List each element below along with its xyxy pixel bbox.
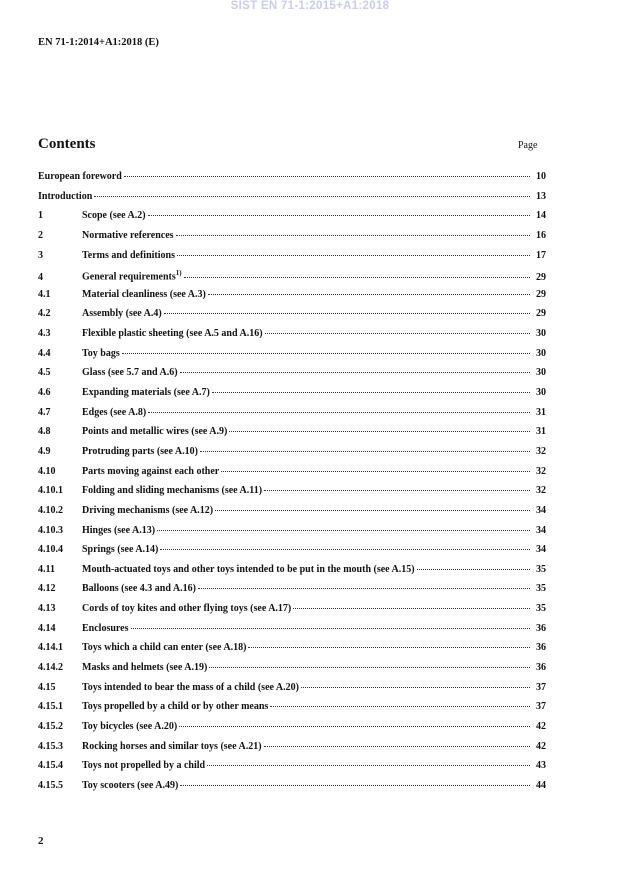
- toc-entry-number: 4.3: [38, 328, 51, 340]
- toc-entry[interactable]: [38, 328, 546, 348]
- toc-entry-title: [82, 426, 227, 437]
- toc-entry-title: [38, 171, 122, 182]
- dot-leader: [157, 530, 530, 531]
- toc-entry-title: [82, 505, 213, 516]
- toc-entry-page: 29: [536, 308, 546, 320]
- toc-entry-title-text: Toys propelled by a child or by other means: [82, 701, 269, 713]
- toc-entry-title: [82, 485, 262, 496]
- toc-entry-page: 42: [536, 720, 546, 732]
- toc-entry-number: 4.5: [38, 367, 51, 379]
- toc-entry-number: 4.1: [38, 288, 51, 300]
- toc-entry-number: 4.15.1: [38, 701, 63, 713]
- toc-entry-page: 30: [536, 328, 546, 340]
- toc-entry-title: [82, 583, 196, 594]
- toc-entry-page: 30: [536, 367, 546, 379]
- toc-entry-title-text: Toy bags: [82, 347, 120, 359]
- toc-entry[interactable]: [38, 544, 546, 564]
- toc-entry-number: 1: [38, 210, 43, 222]
- toc-entry-page: 32: [536, 445, 546, 457]
- toc-entry-title: [82, 721, 177, 732]
- toc-entry-title: [38, 191, 92, 202]
- toc-entry-page: 30: [536, 387, 546, 399]
- dot-leader: [180, 372, 530, 373]
- footer-page-number: 2: [38, 835, 44, 847]
- toc-entry-title-text: Driving mechanisms (see A.12): [82, 504, 214, 516]
- toc-entry-title-text: Normative references: [82, 229, 174, 241]
- toc-entry-title-text: Masks and helmets (see A.19): [82, 662, 208, 674]
- toc-entry-title-text: Mouth-actuated toys and other toys intended to be put in the mouth (see A.15): [82, 563, 415, 575]
- dot-leader: [164, 313, 530, 314]
- toc-entry-number: 4.15.4: [38, 760, 63, 772]
- toc-entry-title: [82, 780, 178, 791]
- toc-entry-title-text: Rocking horses and similar toys (see A.21): [82, 740, 262, 752]
- toc-entry-number: 4.13: [38, 603, 56, 615]
- toc-entry-page: 32: [536, 485, 546, 497]
- dot-leader: [301, 687, 530, 688]
- toc-entry[interactable]: [38, 485, 546, 505]
- footnote-marker: 1): [175, 269, 182, 278]
- toc-entry-title-text: Toy scooters (see A.49): [82, 779, 179, 791]
- dot-leader: [124, 176, 530, 177]
- toc-entry-title: [82, 446, 198, 457]
- dot-leader: [160, 549, 530, 550]
- toc-entry-title-text: Toys which a child can enter (see A.18): [82, 642, 247, 654]
- toc-entry[interactable]: [38, 407, 546, 427]
- toc-entry[interactable]: [38, 741, 546, 761]
- dot-leader: [94, 196, 530, 197]
- toc-entry-title-text: Parts moving against each other: [82, 465, 220, 477]
- toc-entry-title-text: Material cleanliness (see A.3): [82, 288, 206, 300]
- dot-leader: [179, 726, 530, 727]
- dot-leader: [148, 412, 530, 413]
- dot-leader: [264, 746, 530, 747]
- dot-leader: [212, 392, 530, 393]
- toc-entry-title: [82, 289, 206, 300]
- toc-entry-number: 4.10.4: [38, 544, 63, 556]
- toc-entry-page: 31: [536, 426, 546, 438]
- toc-entry[interactable]: [38, 662, 546, 682]
- toc-entry[interactable]: [38, 387, 546, 407]
- toc-entry-number: 4.11: [38, 563, 55, 575]
- toc-entry-page: 37: [536, 701, 546, 713]
- toc-entry-title: [82, 662, 207, 673]
- page-column-label: Page: [518, 140, 538, 151]
- toc-entry-number: 4.9: [38, 445, 51, 457]
- toc-entry-title-text: Expanding materials (see A.7): [82, 387, 210, 399]
- toc-entry-page: 34: [536, 544, 546, 556]
- toc-entry-page: 30: [536, 347, 546, 359]
- toc-entry[interactable]: [38, 603, 546, 623]
- toc-entry[interactable]: [38, 289, 546, 309]
- toc-entry-page: 34: [536, 524, 546, 536]
- toc-entry-number: 4.12: [38, 583, 56, 595]
- toc-entry-number: 4.6: [38, 387, 51, 399]
- toc-entry[interactable]: [38, 348, 546, 368]
- toc-entry-number: 4.10.3: [38, 524, 63, 536]
- toc-entry[interactable]: [38, 426, 546, 446]
- toc-entry-page: 37: [536, 681, 546, 693]
- toc-entry[interactable]: [38, 505, 546, 525]
- toc-entry-title-text: Assembly (see A.4): [82, 308, 162, 320]
- toc-entry[interactable]: [38, 210, 546, 230]
- toc-entry-title: [82, 387, 210, 398]
- toc-entry-number: 4.4: [38, 347, 51, 359]
- toc-entry-page: 31: [536, 406, 546, 418]
- toc-entry-title-text: European foreword: [38, 171, 122, 182]
- toc-entry-number: 4: [38, 271, 43, 283]
- toc-entry-page: 32: [536, 465, 546, 477]
- toc-entry-title: [82, 210, 146, 221]
- toc-entry-title: [82, 367, 178, 378]
- toc-entry-title: [82, 682, 299, 693]
- toc-entry-title: [82, 623, 129, 634]
- toc-entry-title: [82, 269, 182, 282]
- toc-entry-page: 44: [536, 779, 546, 791]
- toc-entry[interactable]: [38, 230, 546, 250]
- toc-entry-title-text: Toy bicycles (see A.20): [82, 720, 178, 732]
- dot-leader: [221, 471, 530, 472]
- toc-entry-title: [82, 250, 175, 261]
- toc-entry-page: 35: [536, 583, 546, 595]
- toc-entry-number: 4.15: [38, 681, 56, 693]
- toc-entry-page: 36: [536, 622, 546, 634]
- toc-entry-title-text: Enclosures: [82, 622, 129, 634]
- toc-entry-number: 4.15.2: [38, 720, 63, 732]
- toc-entry-title-text: Flexible plastic sheeting (see A.5 and A.16): [82, 328, 263, 340]
- document-id: EN 71-1:2014+A1:2018 (E): [38, 37, 159, 48]
- toc-entry-title-text: General requirements: [82, 271, 176, 283]
- toc-entry-number: 4.14.1: [38, 642, 63, 654]
- watermark: SIST EN 71-1:2015+A1:2018: [230, 0, 390, 12]
- toc-entry-page: 17: [536, 249, 546, 261]
- dot-leader: [229, 431, 530, 432]
- toc-entry-title-text: Hinges (see A.13): [82, 524, 156, 536]
- toc-entry[interactable]: [38, 250, 546, 270]
- dot-leader: [122, 353, 530, 354]
- toc-entry-page: 10: [536, 171, 546, 182]
- toc-entry-number: 3: [38, 249, 43, 261]
- toc-entry-number: 4.15.3: [38, 740, 63, 752]
- toc-entry[interactable]: [38, 682, 546, 702]
- toc-entry[interactable]: [38, 191, 546, 211]
- toc-entry-title: [82, 741, 262, 752]
- toc-entry-number: 4.2: [38, 308, 51, 320]
- toc-entry[interactable]: [38, 780, 546, 800]
- toc-entry-page: 14: [536, 210, 546, 222]
- toc-entry-page: 35: [536, 603, 546, 615]
- toc-entry-number: 2: [38, 229, 43, 241]
- dot-leader: [248, 647, 530, 648]
- toc-entry-number: 4.10: [38, 465, 56, 477]
- dot-leader: [177, 255, 530, 256]
- toc-entry-page: 36: [536, 642, 546, 654]
- toc-entry-title-text: Springs (see A.14): [82, 544, 159, 556]
- dot-leader: [209, 667, 530, 668]
- dot-leader: [264, 490, 530, 491]
- toc-entry-title: [82, 407, 146, 418]
- toc-entry-title-text: Terms and definitions: [82, 249, 175, 261]
- dot-leader: [200, 451, 530, 452]
- toc-entry-page: 16: [536, 229, 546, 241]
- dot-leader: [184, 277, 530, 278]
- dot-leader: [265, 333, 530, 334]
- toc-entry-title-text: Points and metallic wires (see A.9): [82, 426, 228, 438]
- dot-leader: [176, 235, 530, 236]
- toc-entry-page: 36: [536, 662, 546, 674]
- toc-entry[interactable]: [38, 760, 546, 780]
- table-of-contents: [38, 171, 546, 800]
- toc-entry-page: 42: [536, 740, 546, 752]
- dot-leader: [198, 588, 530, 589]
- toc-entry-title-text: Protruding parts (see A.10): [82, 445, 198, 457]
- toc-entry-page: 13: [536, 190, 546, 202]
- toc-entry[interactable]: [38, 446, 546, 466]
- dot-leader: [270, 706, 530, 707]
- toc-entry[interactable]: [38, 564, 546, 584]
- toc-entry[interactable]: [38, 308, 546, 328]
- dot-leader: [215, 510, 530, 511]
- toc-entry[interactable]: [38, 701, 546, 721]
- toc-entry[interactable]: [38, 269, 546, 289]
- toc-entry-title-text: Cords of toy kites and other flying toys (see A.17): [82, 603, 292, 615]
- toc-entry[interactable]: [38, 642, 546, 662]
- toc-entry[interactable]: [38, 721, 546, 741]
- toc-entry[interactable]: [38, 623, 546, 643]
- dot-leader: [417, 569, 530, 570]
- toc-entry-title-text: Scope (see A.2): [82, 210, 146, 222]
- toc-entry-title-text: Introduction: [38, 190, 93, 202]
- toc-entry-title: [82, 701, 268, 712]
- toc-entry[interactable]: [38, 466, 546, 486]
- toc-entry-title: [82, 328, 263, 339]
- dot-leader: [180, 785, 530, 786]
- toc-entry-title-text: Edges (see A.8): [82, 406, 147, 418]
- toc-entry-number: 4.14.2: [38, 662, 63, 674]
- toc-entry-title: [82, 466, 219, 477]
- toc-entry-title: [82, 603, 291, 614]
- toc-entry-title: [82, 760, 205, 771]
- toc-entry-page: 35: [536, 563, 546, 575]
- contents-title: Contents: [38, 136, 96, 152]
- toc-entry-number: 4.10.2: [38, 504, 63, 516]
- toc-entry-page: 29: [536, 271, 546, 283]
- toc-entry[interactable]: [38, 525, 546, 545]
- toc-entry-page: 34: [536, 504, 546, 516]
- toc-entry-title: [82, 544, 158, 555]
- toc-entry[interactable]: [38, 171, 546, 191]
- toc-entry-title-text: Toys intended to bear the mass of a child (see A.20): [82, 681, 299, 693]
- toc-entry-page: 43: [536, 760, 546, 772]
- toc-entry-title: [82, 642, 246, 653]
- toc-entry-title: [82, 230, 174, 241]
- toc-entry-title: [82, 308, 162, 319]
- dot-leader: [207, 765, 530, 766]
- toc-entry-number: 4.14: [38, 622, 56, 634]
- toc-entry-number: 4.7: [38, 406, 51, 418]
- toc-entry-title-text: Folding and sliding mechanisms (see A.11): [82, 485, 263, 497]
- toc-entry-page: 29: [536, 288, 546, 300]
- toc-entry-title: [82, 348, 120, 359]
- toc-entry[interactable]: [38, 583, 546, 603]
- dot-leader: [208, 294, 530, 295]
- dot-leader: [131, 628, 531, 629]
- toc-entry-title: [82, 525, 155, 536]
- dot-leader: [293, 608, 530, 609]
- toc-entry-title-text: Glass (see 5.7 and A.6): [82, 367, 178, 379]
- toc-entry-number: 4.8: [38, 426, 51, 438]
- toc-entry-number: 4.15.5: [38, 779, 63, 791]
- toc-entry-title-text: Balloons (see 4.3 and A.16): [82, 583, 196, 595]
- toc-entry-number: 4.10.1: [38, 485, 63, 497]
- toc-entry-title: [82, 564, 415, 575]
- dot-leader: [148, 215, 530, 216]
- toc-entry[interactable]: [38, 367, 546, 387]
- toc-entry-title-text: Toys not propelled by a child: [82, 760, 206, 772]
